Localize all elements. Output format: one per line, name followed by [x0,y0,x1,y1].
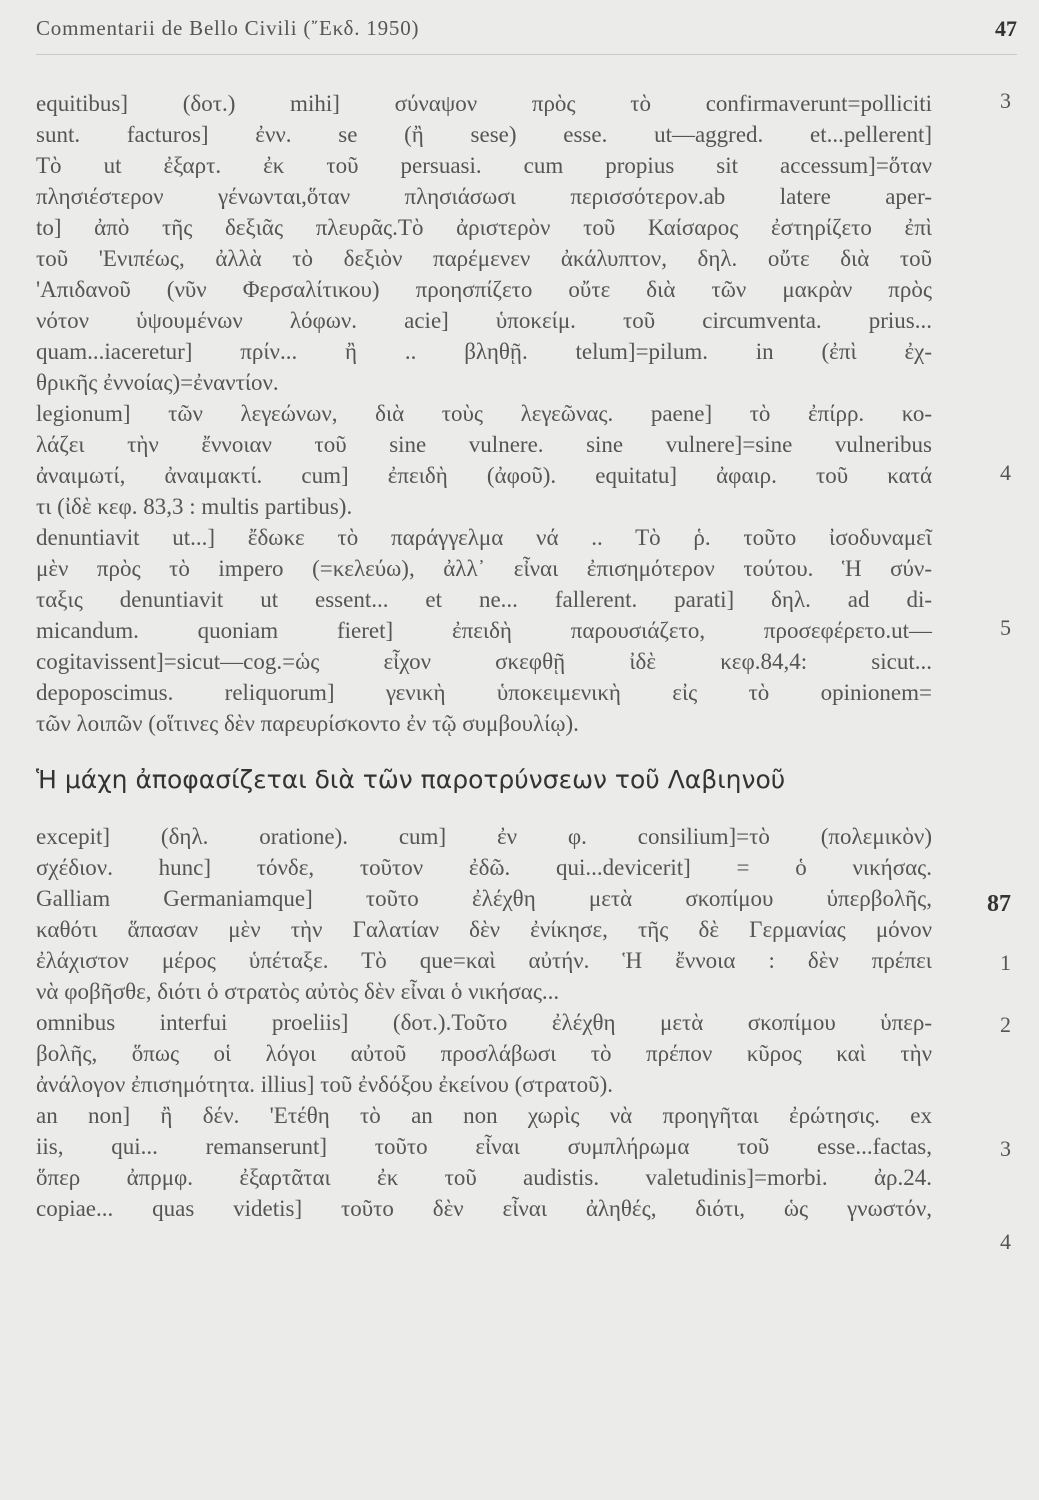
text-line: νὰ φοβῆσθε, διότι ὁ στρατὸς αὐτὸς δὲν εἶναι ὁ νικήσας... [36,979,560,1004]
margin-number: 1 [1000,950,1011,975]
text-line: to] ἀπὸ τῆς δεξιᾶς πλευρᾶς.Τὸ ἀριστερὸν τοῦ Καίσαρος ἐστηρίζετο ἐπὶ [36,215,932,240]
text-line: 'Απιδανοῦ (νῦν Φερσαλίτικου) προησπίζετο οὔτε διὰ τῶν μακρὰν πρὸς [36,277,932,302]
section-heading: Ἡ μάχη ἀποφασίζεται διὰ τῶν παροτρύνσεων τοῦ Λαβιηνοῦ [36,765,786,794]
text-line: σχέδιον. hunc] τόνδε, τοῦτον ἐδῶ. qui...devicerit] = ὁ νικήσας. [36,855,932,880]
text-line: sunt. facturos] ἐνν. se (ἢ sese) esse. ut—aggred. et...pellerent] [36,122,932,147]
margin-number: 87 [987,891,1011,917]
text-line: ἀνάλογον ἐπισημότητα. illius] τοῦ ἐνδόξου ἐκείνου (στρατοῦ). [36,1072,613,1097]
text-line: ὅπερ ἀπρμφ. ἐξαρτᾶται ἐκ τοῦ audistis. valetudinis]=morbi. ἀρ.24. [36,1165,932,1190]
text-line: νότον ὑψουμένων λόφων. acie] ὑποκείμ. τοῦ circumventa. prius... [36,308,932,333]
text-line: cogitavissent]=sicut—cog.=ὡς εἶχον σκεφθῇ ἰδὲ κεφ.84,4: sicut... [36,649,932,674]
margin-number: 4 [1000,460,1011,485]
margin-number: 2 [1000,1012,1011,1037]
text-line: legionum] τῶν λεγεώνων, διὰ τοὺς λεγεῶνας. paene] τὸ ἐπίρρ. κο- [36,401,932,426]
text-line: omnibus interfui proeliis] (δοτ.).Τοῦτο ἐλέχθη μετὰ σκοπίμου ὑπερ- [36,1010,932,1035]
running-header [36,14,1017,55]
text-line: ταξις denuntiavit ut essent... et ne... fallerent. parati] δηλ. ad di- [36,587,932,612]
text-line: λάζει τὴν ἔννοιαν τοῦ sine vulnere. sine vulnere]=sine vulneribus [36,432,932,457]
text-line: τι (ἰδὲ κεφ. 83,3 : multis partibus). [36,494,353,519]
margin-number: 5 [1000,615,1011,640]
text-line: καθότι ἅπασαν μὲν τὴν Γαλατίαν δὲν ἐνίκησε, τῆς δὲ Γερμανίας μόνον [36,917,932,942]
running-title: Commentarii de Bello Civili (῎Εκδ. 1950) [36,16,420,40]
text-line: βολῆς, ὅπως οἱ λόγοι αὐτοῦ προσλάβωσι τὸ πρέπον κῦρος καὶ τὴν [36,1041,932,1066]
text-line: τοῦ 'Ενιπέως, ἀλλὰ τὸ δεξιὸν παρέμενεν ἀκάλυπτον, δηλ. οὔτε διὰ τοῦ [36,246,932,271]
text-line: denuntiavit ut...] ἔδωκε τὸ παράγγελμα νά .. Τὸ ῥ. τοῦτο ἰσοδυναμεῖ [36,525,932,550]
text-line: equitibus] (δοτ.) mihi] σύναψον πρὸς τὸ confirmaverunt=polliciti [36,91,932,116]
text-line: an non] ἢ δέν. 'Ετέθη τὸ an non χωρὶς νὰ προηγῆται ἐρώτησις. ex [36,1103,932,1128]
text-line: Galliam Germaniamque] τοῦτο ἐλέχθη μετὰ σκοπίμου ὑπερβολῆς, [36,886,932,911]
text-line: copiae... quas videtis] τοῦτο δὲν εἶναι ἀληθές, διότι, ὡς γνωστόν, [36,1196,932,1221]
text-line: quam...iaceretur] πρίν... ἢ .. βληθῇ. telum]=pilum. in (ἐπὶ ἐχ- [36,339,932,364]
page-number: 47 [995,16,1017,41]
text-line: iis, qui... remanserunt] τοῦτο εἶναι συμπλήρωμα τοῦ esse...factas, [36,1134,932,1159]
text-line: ἀναιμωτί, ἀναιμακτί. cum] ἐπειδὴ (ἀφοῦ). equitatu] ἀφαιρ. τοῦ κατά [36,463,932,488]
text-line: θρικῆς ἐννοίας)=ἐναντίον. [36,370,279,395]
commentary-body [36,88,932,1224]
text-line: τῶν λοιπῶν (οἵτινες δὲν παρευρίσκοντο ἐν τῷ συμβουλίῳ). [36,711,579,736]
text-line: depoposcimus. reliquorum] γενικὴ ὑποκειμενικὴ εἰς τὸ opinionem= [36,680,932,705]
text-line: μὲν πρὸς τὸ impero (=κελεύω), ἀλλ᾽ εἶναι ἐπισημότερον τούτου. Ἡ σύν- [36,556,932,581]
margin-number: 3 [1000,1136,1011,1161]
text-line: micandum. quoniam fieret] ἐπειδὴ παρουσιάζετο, προσεφέρετο.ut— [36,618,932,643]
margin-number: 3 [1000,88,1011,113]
text-line: πλησιέστερον γένωνται,ὅταν πλησιάσωσι περισσότερον.ab latere aper- [36,184,932,209]
text-line: ἐλάχιστον μέρος ὑπέταξε. Τὸ que=καὶ αὐτήν. Ἡ ἔννοια : δὲν πρέπει [36,948,932,973]
margin-number: 4 [1000,1229,1011,1254]
text-line: excepit] (δηλ. oratione). cum] ἐν φ. consilium]=τὸ (πολεμικὸν) [36,824,932,849]
text-line: Τὸ ut ἐξαρτ. ἐκ τοῦ persuasi. cum propius sit accessum]=ὅταν [36,153,932,178]
